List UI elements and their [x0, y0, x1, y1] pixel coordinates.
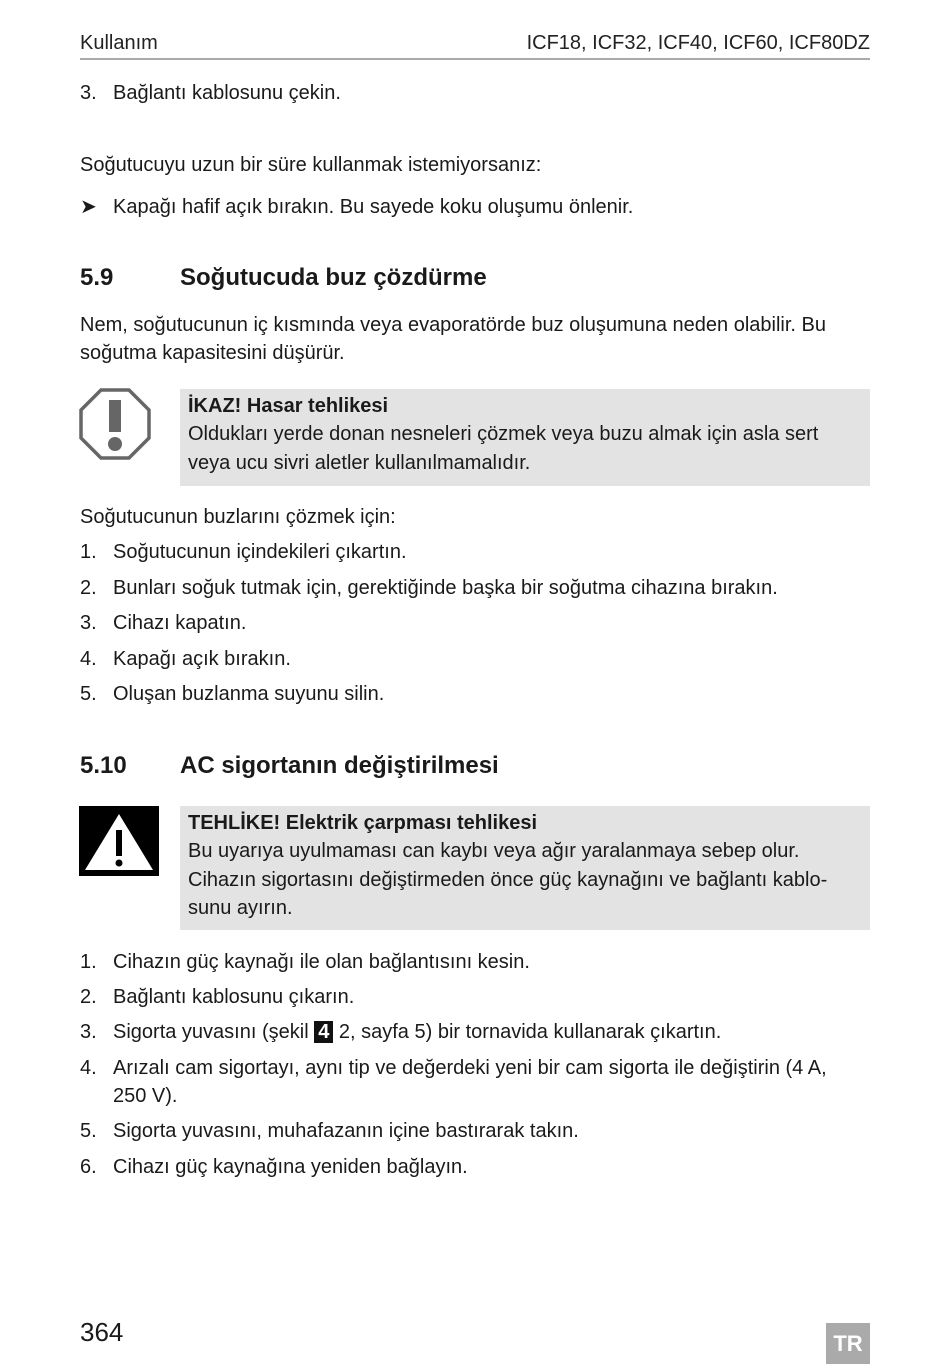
step-text: Bağlantı kablosunu çıkarın. [113, 986, 355, 1008]
step-text: Arızalı cam sigortayı, aynı tip ve değerdeki yeni bir cam sigorta ile değiştirin (4 A, [113, 1057, 827, 1079]
paragraph-line: Nem, soğutucunun iç kısmında veya evaporatörde buz oluşumuna neden olabilir. Bu [80, 314, 827, 336]
section-title: Soğutucuda buz çözdürme [180, 264, 487, 291]
danger-box [180, 806, 870, 930]
danger-line: sunu ayırın. [188, 897, 293, 919]
figure-ref-badge: 4 [314, 1021, 333, 1043]
step-number: 1. [80, 541, 97, 563]
step-text [113, 1018, 721, 1046]
step-text: Bunları soğuk tutmak için, gerektiğinde başka bir soğutma cihazına bırakın. [113, 577, 778, 599]
danger-title: TEHLİKE! Elektrik çarpması tehlikesi [188, 812, 538, 834]
section-title: AC sigortanın değiştirilmesi [180, 752, 499, 779]
danger-triangle-icon [79, 806, 159, 876]
warning-line: veya ucu sivri aletler kullanılmamalıdır. [188, 452, 531, 474]
header-models: ICF18, ICF32, ICF40, ICF60, ICF80DZ [526, 32, 870, 54]
step-number: 3. [80, 612, 97, 634]
step-text: Kapağı açık bırakın. [113, 648, 291, 670]
bullet-text: Kapağı hafif açık bırakın. Bu sayede koku oluşumu önlenir. [113, 196, 634, 218]
step-number: 2. [80, 986, 97, 1008]
danger-line: Bu uyarıya uyulmaması can kaybı veya ağır yaralanmaya sebep olur. [188, 840, 800, 862]
step-number: 4. [80, 1057, 97, 1079]
step-number: 4. [80, 648, 97, 670]
step-number: 6. [80, 1156, 97, 1178]
step-number: 2. [80, 577, 97, 599]
paragraph-line: soğutma kapasitesini düşürür. [80, 342, 345, 364]
danger-line: Cihazın sigortasını değiştirmeden önce güç kaynağını ve bağlantı kablo- [188, 869, 828, 891]
warning-line: Oldukları yerde donan nesneleri çözmek veya buzu almak için asla sert [188, 423, 819, 445]
step-number: 5. [80, 1120, 97, 1142]
paragraph: Soğutucuyu uzun bir süre kullanmak istemiyorsanız: [80, 154, 542, 176]
step-text-cont: 250 V). [113, 1085, 178, 1107]
section-number: 5.10 [80, 752, 127, 779]
step-text: Oluşan buzlanma suyunu silin. [113, 683, 385, 705]
arrow-bullet-icon: ➤ [80, 196, 97, 218]
step-text: Cihazın güç kaynağı ile olan bağlantısını kesin. [113, 951, 530, 973]
header-section: Kullanım [80, 32, 158, 54]
step-text-pre: Sigorta yuvasını (şekil [113, 1021, 309, 1043]
step-number: 1. [80, 951, 97, 973]
section-number: 5.9 [80, 264, 114, 291]
step-text-post: 2, sayfa 5) bir tornavida kullanarak çıkartın. [338, 1021, 722, 1043]
lead-text: Soğutucunun buzlarını çözmek için: [80, 506, 396, 528]
warning-box [180, 389, 870, 486]
step-text: Sigorta yuvasını, muhafazanın içine bastırarak takın. [113, 1120, 579, 1142]
header-rule [80, 58, 870, 60]
step-number: 3. [80, 1021, 97, 1043]
warning-octagon-icon [79, 388, 151, 460]
step-number: 5. [80, 683, 97, 705]
page-number: 364 [80, 1317, 124, 1347]
step-text: Bağlantı kablosunu çekin. [113, 82, 341, 104]
step-number: 3. [80, 82, 97, 104]
language-badge: TR [826, 1323, 870, 1364]
step-text: Soğutucunun içindekileri çıkartın. [113, 541, 407, 563]
step-text: Cihazı kapatın. [113, 612, 247, 634]
step-text: Cihazı güç kaynağına yeniden bağlayın. [113, 1156, 468, 1178]
warning-title: İKAZ! Hasar tehlikesi [188, 395, 389, 417]
